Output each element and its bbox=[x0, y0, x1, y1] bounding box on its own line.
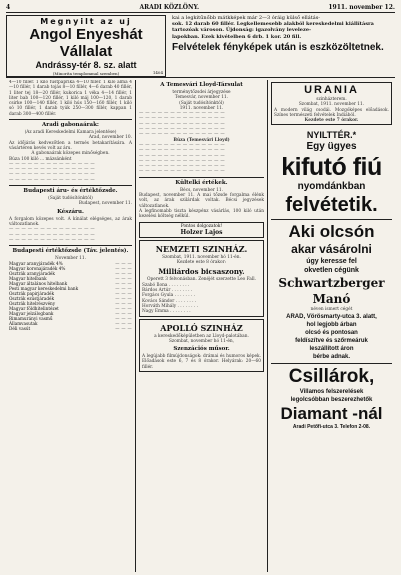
berbe: bérbe adnak. bbox=[312, 353, 350, 360]
cast-member: Kovács Sándor . . . . . . . . bbox=[142, 298, 197, 304]
leszallitott: leszállított áron bbox=[309, 345, 354, 352]
spot-table-filler: — — — — — — — — — — — — — — — — — — — — — — — — — — — — — — — — — — — — — — — — — — bbox=[9, 227, 96, 243]
stock-name: Osztrák papirjáradék bbox=[9, 291, 55, 297]
diamant: Diamant -nál bbox=[280, 403, 383, 423]
lloyd-date: 1911. november 11. bbox=[179, 105, 224, 111]
stock-value-filler: — — — bbox=[115, 266, 132, 272]
grain-text: Az időjárás kedvezőtlen a termés betakarítására. A vásártéren kevés volt az áru. bbox=[9, 140, 132, 151]
urania-time: Kezdete este 7 órakor. bbox=[304, 118, 359, 124]
photo-line3: tartozóak városon. Újdonság: igazolvány leveleze- bbox=[172, 27, 312, 34]
market-prices-text: 4—10 fillér. 1 kiló füstpaprika 4—10 fillér. 1 kiló alma 4—10 fillér, 1 darab tojás 8—10 fillér, 4—6 darab 40 fillér, 1 liter tej 18—20 fillér, kukorica 1 véka 4—14 fillér, 1 liter bab 100—120 fillér, 1 kiló máj 100—120, 1 darab csirke 100—140 fillér, 1 kiló hús 150—160 fillér, 1 kiló só 10 fillér, 1 darab tyúk 250—300 fillér, kappan 1 darab 300—400 fillér. bbox=[9, 80, 132, 117]
divider bbox=[271, 363, 392, 364]
ceg-line: néven ismert cégét bbox=[310, 307, 353, 313]
foreign-date: Bécs, november 11. bbox=[180, 187, 223, 193]
photo-headline: Felvételek fényképek után is eszközöltetnek. bbox=[172, 41, 384, 53]
lloyd-table-filler: — — — — — — — — — — — — — — — — — — — — — — — — — — — — — — — — — — — — — — — — — — — — — — — — — — — — — — — — — — — — — — — — — — — — — — bbox=[139, 111, 226, 138]
felvetetik: felvétetik. bbox=[285, 194, 378, 217]
stock-name: Osztrák ezüstjáradék bbox=[9, 296, 55, 302]
egy-ugyes: Egy ügyes bbox=[306, 141, 357, 153]
cast-member: Szabó Ilona . . . . . . . . bbox=[142, 282, 190, 288]
akar-vasarolni: akar vásárolni bbox=[291, 242, 372, 257]
stock-name: Magyar általános hitelbank bbox=[9, 281, 68, 287]
nyomdankban: nyomdánkban bbox=[297, 181, 366, 193]
urania-date: Szombat, 1911. november 11. bbox=[298, 102, 365, 108]
grain-line: Búza 100 kiló ... mázsánként bbox=[9, 156, 72, 162]
column-right bbox=[268, 80, 395, 572]
enyeshat-advert bbox=[6, 15, 166, 77]
stock-value-filler: — — — bbox=[115, 291, 132, 297]
holzer-line1: Pontos dolgozatok! bbox=[180, 223, 223, 229]
nemzeti-szinhaz-box bbox=[139, 240, 264, 317]
advert-company: Angol Enyeshát Vállalat bbox=[29, 26, 143, 60]
kifuto-fiu: kifutó fiú bbox=[281, 153, 382, 182]
holzer-line2: Holzer Lajos bbox=[180, 228, 223, 236]
csillarok: Csillárok, bbox=[288, 365, 375, 387]
stock-name: Osztrák aranyjáradék bbox=[9, 271, 55, 277]
stock-value-filler: — — — bbox=[115, 326, 132, 332]
stock-name: Magyar jelzálogbank bbox=[9, 311, 54, 317]
section-title-lloyd: A Temesvári Lloyd-Társulat bbox=[160, 82, 243, 88]
advert-banner: Megnyilt az uj bbox=[40, 17, 132, 26]
olcso-pontos: olcsó és pontosan bbox=[305, 329, 358, 336]
stock-value-filler: — — — bbox=[115, 321, 132, 327]
stock-name: Államvasutak bbox=[9, 321, 38, 327]
divider bbox=[9, 185, 132, 186]
column-middle bbox=[136, 80, 268, 572]
apollo-title: APOLLÓ SZINHÁZ bbox=[160, 322, 243, 333]
lloyd-sub1: terménytőzsdei árjegyzése bbox=[172, 90, 231, 95]
top-advert-band bbox=[6, 15, 395, 78]
arad-address: ARAD, Vörösmarty-utca 3. alatt, bbox=[286, 313, 377, 320]
advert-marker: 1404 bbox=[152, 70, 163, 75]
holzer-advert bbox=[139, 222, 264, 238]
urania-sub: szinházterem. bbox=[316, 97, 347, 102]
photo-line4: lapokban. Ezek kivételben 6 drb. 1 kor. 20 fill. bbox=[172, 33, 302, 40]
stock-value-filler: — — — bbox=[115, 301, 132, 307]
hol-legjobb: hol legjobb árban bbox=[306, 321, 357, 328]
cast-list bbox=[142, 283, 261, 315]
advert-address: Andrássy-tér 8. sz. alatt bbox=[35, 60, 137, 70]
section-title-foreign: Kültelki értékek. bbox=[175, 179, 228, 186]
apollo-text: A legújabb filmújdonságok: drámai és humoros képek. Előadások este 6, 7 és 8 órakor. Helyárak: 20—60 fillér. bbox=[142, 354, 261, 370]
stock-value-filler: — — — bbox=[115, 306, 132, 312]
stock-value-filler: — — — bbox=[115, 261, 132, 267]
lloyd-sub3: (Saját tudósítónktól) bbox=[179, 100, 224, 106]
urania-box bbox=[271, 82, 392, 125]
columns bbox=[6, 80, 395, 572]
issue-date: 1911. november 12. bbox=[328, 4, 395, 11]
lloyd-cols-head: Búza (Temesvári Lloyd) bbox=[173, 137, 230, 143]
photo-advert bbox=[166, 15, 395, 77]
nemzeti-title: NEMZETI SZINHÁZ. bbox=[155, 243, 248, 254]
divider bbox=[9, 119, 132, 120]
stock-value-filler: — — — bbox=[115, 276, 132, 282]
foreign-text2: A legfinomabb tiszta készpénz vásárlás, 100 kiló után kezelési költség nélkül. bbox=[139, 208, 264, 220]
stock-value-filler: — — — bbox=[115, 271, 132, 277]
foreign-text1: Budapest, november 11. A mai tőzsde forgalma élénk volt, az árak szilárdak voltak. Bécsi jegyzések változatlanok. bbox=[139, 193, 264, 209]
cast-member: Horváth Mihály . . . . . . . . bbox=[142, 303, 198, 309]
grain-table-filler: — — — — — — — — — — — — — — — — — — — — — — — — — — — — — — — — — — — — — — — — — — — — — — — — — — — — — — — — bbox=[9, 161, 96, 183]
stock-name: Magyar hitelbank bbox=[9, 276, 47, 282]
lloyd-table2-filler: — — — — — — — — — — — — — — — — — — — — — — — — — — — — — — — — — — — — — — — — — — — — — — — — — — — — — — — — — — — — — — — — — — — — — — — — — — — — — — — — — — — — bbox=[139, 142, 226, 175]
nemzeti-play: Milliárdos bicsaszony. bbox=[158, 267, 245, 277]
stock-value-filler: — — — bbox=[115, 311, 132, 317]
exchange-subtitle: (Saját tudósítónktól) bbox=[48, 196, 93, 202]
lloyd-sub2: Temesvár, november 11. bbox=[174, 95, 229, 101]
divider bbox=[271, 219, 392, 220]
nemzeti-note: Operett 3 felvonásban. Zenéjét szerzette Leo Fall. bbox=[147, 277, 256, 283]
stock-name: Magyar aranyjáradék 4% bbox=[9, 261, 63, 267]
table-row bbox=[9, 326, 132, 331]
feldiszitve: feldíszítve és szőrmeáruk bbox=[295, 337, 368, 344]
spot-text: A forgalom közepes volt. A kínálat elégséges, az árak változatlanok. bbox=[9, 216, 132, 227]
aki-olcson: Aki olcsón bbox=[288, 222, 375, 242]
apollo-szinhaz-box bbox=[139, 319, 264, 372]
stock-name: Osztrák hitelrészvény bbox=[9, 301, 56, 307]
stock-value-filler: — — — bbox=[115, 286, 132, 292]
apollo-date: Szombat, november hó 11-én, bbox=[168, 338, 235, 344]
exchange-date: Budapest, november 11. bbox=[78, 201, 132, 207]
photo-line1: kai a legkitűnőbb mátkképek már 2—3 óráig külső ellátás- bbox=[172, 15, 320, 21]
grain-sub2: A gabonaárak közepes minőségben. bbox=[31, 151, 110, 157]
section-title-stocks: Budapesti értéktőzsde (Táv. jelentés). bbox=[12, 248, 129, 255]
stock-name: Pesti magyar kereskedelmi bank bbox=[9, 286, 79, 292]
apollo-sub: a kereskedőképületben az Lloyd-palotában. bbox=[154, 333, 249, 339]
stock-value-filler: — — — bbox=[115, 281, 132, 287]
nemzeti-date: Szombat, 1911. november hó 11-én. bbox=[162, 254, 241, 260]
divider bbox=[139, 177, 264, 178]
ugy-keresse: úgy keresse fel bbox=[306, 258, 357, 266]
advert-sub: (Minorita templommal szemben) bbox=[52, 71, 120, 76]
stock-value-filler: — — — bbox=[115, 316, 132, 322]
legolcsobb: legolcsóbban beszerezhetők bbox=[290, 396, 373, 403]
stocks-date: November 11. bbox=[55, 256, 86, 262]
stock-name: Magyar koronajáradék 4% bbox=[9, 266, 66, 272]
villamos: Villamos felszerelések bbox=[299, 388, 364, 395]
column-left bbox=[6, 80, 136, 572]
nemzeti-sub: Kezdete este 8 órakor: bbox=[176, 260, 227, 266]
okvetlen-ceg: okvetlen cégünk bbox=[304, 267, 359, 275]
grain-date: Arad, november 10. bbox=[88, 135, 132, 141]
grain-subtitle: (Az aradi Kereskedelmi Kamara jelentése) bbox=[24, 130, 117, 136]
urania-title: URANIA bbox=[304, 84, 359, 96]
cast-member: Forgács Gyula . . . . . . . . bbox=[142, 293, 196, 299]
urania-text: A modern világ csodái. Mozgóképes előadások. Színes természeti felvételek Indiából. bbox=[274, 107, 389, 118]
paper-name: ARADI KÖZLÖNY. bbox=[139, 4, 200, 11]
cast-member: Bárdos Artúr . . . . . . . . bbox=[142, 288, 193, 294]
stock-name: Déli vasút bbox=[9, 326, 31, 332]
stocks-table bbox=[9, 261, 132, 331]
divider bbox=[9, 245, 132, 246]
photo-line2: sok. 12 darab 60 fillér. Legkellemesebb alakból kereskedelmi kiállításra bbox=[172, 21, 374, 28]
schwartzberger: Schwartzberger Manó bbox=[278, 276, 385, 307]
stock-value-filler: — — — bbox=[115, 296, 132, 302]
cast-member: Nagy Emma . . . . . . . . bbox=[142, 309, 191, 315]
header-spacer: 4 bbox=[6, 4, 11, 11]
page-header bbox=[6, 4, 395, 13]
apollo-film: Szenzációs műsor. bbox=[173, 346, 230, 353]
section-title-grain: Aradi gabonaárak: bbox=[42, 122, 99, 129]
stock-name: Rimamurányi vasmű bbox=[9, 316, 53, 322]
section-title-exchange: Budapesti áru- és értéktőzsde. bbox=[23, 188, 118, 195]
diamant-address: Aradi Petőfi-utca 3. Telefon 2-08. bbox=[292, 423, 371, 430]
nyiltter-title: NYILTTÉR.* bbox=[306, 130, 357, 141]
stock-name: Magyar földhitelintézet bbox=[9, 306, 59, 312]
section-title-spot: Készáru. bbox=[57, 208, 84, 215]
